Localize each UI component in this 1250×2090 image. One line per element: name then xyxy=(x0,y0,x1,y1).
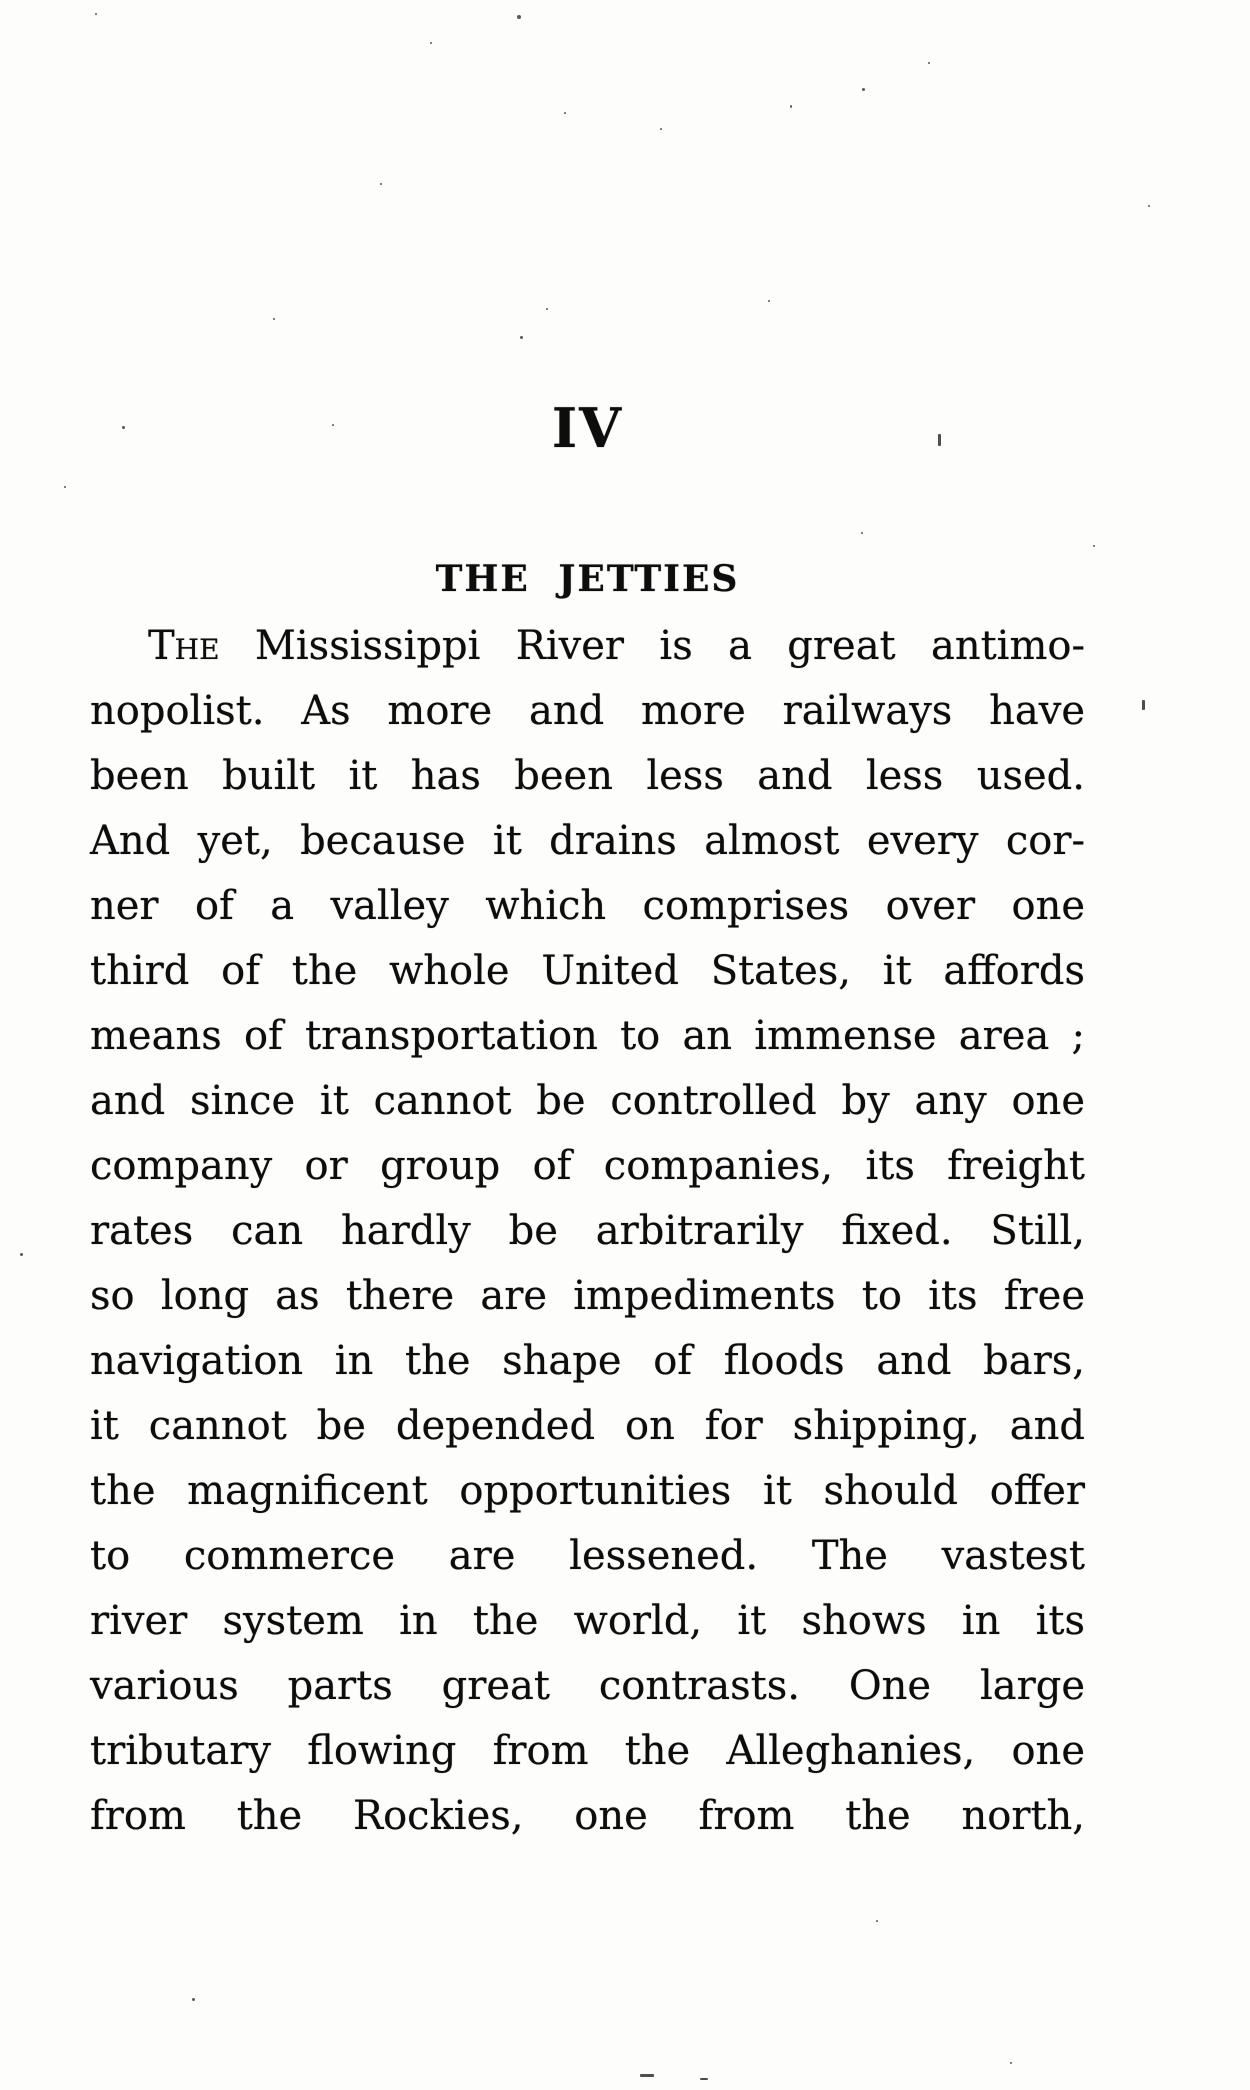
scan-speck xyxy=(64,486,66,488)
paragraph-line: so long as there are impediments to its free xyxy=(90,1273,1085,1319)
paragraph-line: company or group of companies, its freight xyxy=(90,1143,1085,1189)
scan-speck xyxy=(192,1998,195,2001)
scan-speck xyxy=(517,15,521,19)
paragraph-line: means of transportation to an immense area ; xyxy=(90,1013,1085,1059)
scan-speck xyxy=(520,336,523,339)
scan-speck xyxy=(95,13,97,15)
scan-speck xyxy=(768,300,770,302)
paragraph-line: navigation in the shape of floods and bars, xyxy=(90,1338,1085,1384)
paragraph xyxy=(90,614,1085,1849)
paragraph-line xyxy=(90,614,1085,679)
line-text: Mississippi River is a great antimo- xyxy=(219,623,1085,669)
paragraph-line: third of the whole United States, it affords xyxy=(90,948,1085,994)
paragraph-line: tributary flowing from the Alleghanies, one xyxy=(90,1728,1085,1774)
scan-speck xyxy=(546,308,548,310)
paragraph-line: nopolist. As more and more railways have xyxy=(90,688,1085,734)
scan-speck xyxy=(1148,205,1150,207)
scan-speck xyxy=(273,318,275,320)
chapter-number: IV xyxy=(551,396,624,460)
scan-speck xyxy=(876,1920,878,1922)
paragraph-line: river system in the world, it shows in its xyxy=(90,1598,1085,1644)
paragraph-line: it cannot be depended on for shipping, and xyxy=(90,1403,1085,1449)
scan-speck xyxy=(380,183,382,185)
scan-speck xyxy=(430,42,432,44)
scan-speck xyxy=(640,2074,654,2077)
scan-speck xyxy=(660,128,662,130)
scan-speck xyxy=(928,62,930,64)
scan-speck xyxy=(790,105,792,108)
paragraph-line: various parts great contrasts. One large xyxy=(90,1663,1085,1709)
paragraph-line: ner of a valley which comprises over one xyxy=(90,883,1085,929)
paragraph-line: the magnificent opportunities it should offer xyxy=(90,1468,1085,1514)
scan-speck xyxy=(1142,700,1145,710)
paragraph-line: and since it cannot be controlled by any one xyxy=(90,1078,1085,1124)
paragraph-line: And yet, because it drains almost every cor- xyxy=(90,818,1085,864)
scan-speck xyxy=(1093,545,1095,547)
paragraph-line: to commerce are lessened. The vastest xyxy=(90,1533,1085,1579)
scan-speck xyxy=(862,88,865,91)
paragraph-line: rates can hardly be arbitrarily fixed. Still, xyxy=(90,1208,1085,1254)
chapter-title: THE JETTIES xyxy=(435,558,740,600)
paragraph-line: from the Rockies, one from the north, xyxy=(90,1793,1085,1839)
scan-speck xyxy=(20,1253,23,1256)
scan-speck xyxy=(1010,2062,1012,2064)
scan-speck xyxy=(564,112,566,114)
lead-word: The xyxy=(148,623,220,669)
scan-speck xyxy=(700,2078,708,2080)
scan-speck xyxy=(861,532,863,534)
paragraph-line: been built it has been less and less used. xyxy=(90,753,1085,799)
